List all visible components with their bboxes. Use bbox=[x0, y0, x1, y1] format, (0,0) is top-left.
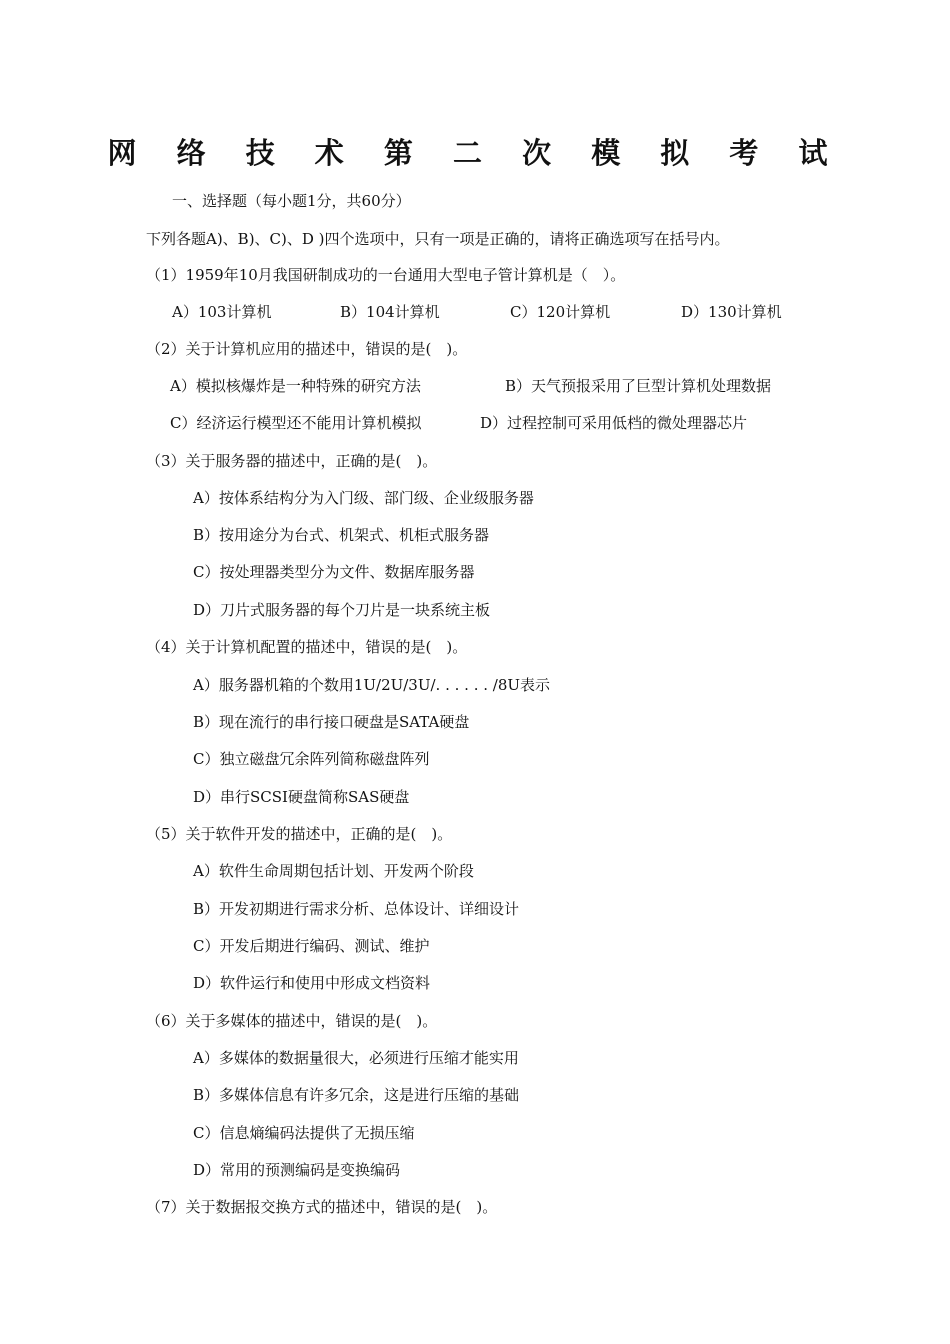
question-option: A）103计算机 bbox=[172, 303, 272, 321]
question-option: B）天气预报采用了巨型计算机处理数据 bbox=[505, 377, 772, 395]
question-option: C）经济运行模型还不能用计算机模拟 bbox=[170, 414, 422, 432]
question-option: B）开发初期进行需求分析、总体设计、详细设计 bbox=[193, 900, 520, 918]
question-option: D）常用的预测编码是变换编码 bbox=[193, 1161, 401, 1179]
question-stem: （6）关于多媒体的描述中，错误的是( )。 bbox=[146, 1012, 438, 1030]
question-option: D）软件运行和使用中形成文档资料 bbox=[193, 974, 431, 992]
question-option: B）多媒体信息有许多冗余，这是进行压缩的基础 bbox=[193, 1086, 520, 1104]
question-option: D）串行SCSI硬盘简称SAS硬盘 bbox=[193, 788, 410, 806]
question-option: A）软件生命周期包括计划、开发两个阶段 bbox=[193, 862, 474, 880]
question-option: D）过程控制可采用低档的微处理器芯片 bbox=[480, 414, 748, 432]
question-stem: （3）关于服务器的描述中，正确的是( )。 bbox=[146, 452, 438, 470]
question-option: A）多媒体的数据量很大，必须进行压缩才能实用 bbox=[193, 1049, 519, 1067]
question-option: C）开发后期进行编码、测试、维护 bbox=[193, 937, 430, 955]
question-stem: （4）关于计算机配置的描述中，错误的是( )。 bbox=[146, 638, 468, 656]
question-option: A）服务器机箱的个数用1U/2U/3U/. . . . . . /8U表示 bbox=[193, 676, 551, 694]
question-option: B）现在流行的串行接口硬盘是SATA硬盘 bbox=[193, 713, 470, 731]
instruction-text: 下列各题A)、B)、C)、D )四个选项中，只有一项是正确的，请将正确选项写在括号内。 bbox=[146, 230, 730, 248]
question-stem: （1）1959年10月我国研制成功的一台通用大型电子管计算机是（ ）。 bbox=[146, 266, 626, 284]
question-option: C）按处理器类型分为文件、数据库服务器 bbox=[193, 563, 475, 581]
page-title: 网 络 技 术 第 二 次 模 拟 考 试 bbox=[107, 136, 843, 170]
question-stem: （7）关于数据报交换方式的描述中，错误的是( )。 bbox=[146, 1198, 498, 1216]
section-heading: 一、选择题（每小题1分，共60分） bbox=[172, 192, 411, 210]
question-stem: （5）关于软件开发的描述中，正确的是( )。 bbox=[146, 825, 453, 843]
question-option: C）120计算机 bbox=[510, 303, 611, 321]
question-stem: （2）关于计算机应用的描述中，错误的是( )。 bbox=[146, 340, 468, 358]
question-option: D）130计算机 bbox=[681, 303, 782, 321]
question-option: B）按用途分为台式、机架式、机柜式服务器 bbox=[193, 526, 490, 544]
question-option: C）信息熵编码法提供了无损压缩 bbox=[193, 1124, 415, 1142]
question-option: A）模拟核爆炸是一种特殊的研究方法 bbox=[170, 377, 421, 395]
question-option: A）按体系结构分为入门级、部门级、企业级服务器 bbox=[193, 489, 534, 507]
question-option: C）独立磁盘冗余阵列简称磁盘阵列 bbox=[193, 750, 430, 768]
question-option: D）刀片式服务器的每个刀片是一块系统主板 bbox=[193, 601, 491, 619]
question-option: B）104计算机 bbox=[340, 303, 440, 321]
